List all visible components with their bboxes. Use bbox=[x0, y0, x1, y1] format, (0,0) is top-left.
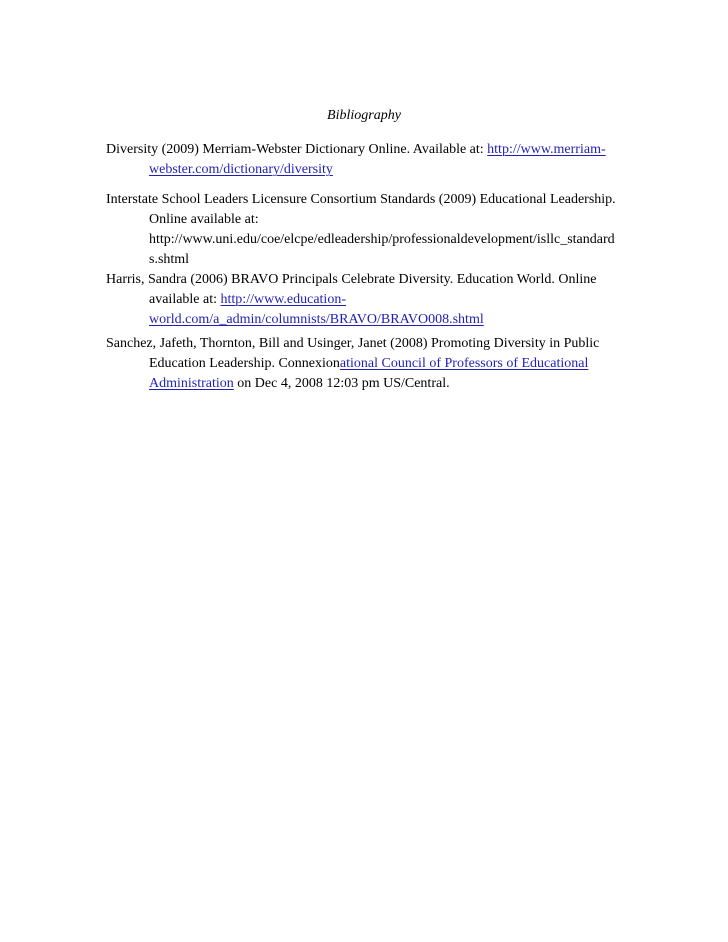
entry-line bbox=[106, 290, 620, 310]
entry-line: Online available at: bbox=[149, 212, 259, 227]
bibliography-entry bbox=[106, 190, 620, 270]
entry-line bbox=[106, 310, 620, 330]
reference-link[interactable]: webster.com/dictionary/diversity bbox=[149, 162, 333, 177]
entry-text: available at: bbox=[149, 292, 221, 307]
bibliography-entry bbox=[106, 270, 620, 330]
bibliography-entry bbox=[106, 140, 620, 180]
entry-line bbox=[106, 374, 620, 394]
reference-link[interactable]: ational Council of Professors of Educational bbox=[339, 356, 589, 371]
reference-link[interactable]: http://www.merriam- bbox=[487, 142, 606, 157]
entry-line bbox=[106, 160, 620, 180]
entry-text: Diversity (2009) Merriam-Webster Dictionary Online. Available at: bbox=[106, 142, 488, 157]
reference-link[interactable]: http://www.education- bbox=[220, 292, 346, 307]
entry-text: on Dec 4, 2008 12:03 pm US/Central. bbox=[233, 376, 450, 391]
entry-line: Harris, Sandra (2006) BRAVO Principals Celebrate Diversity. Education World. Online bbox=[106, 272, 597, 287]
entry-line: s.shtml bbox=[149, 252, 190, 267]
entry-text: Education Leadership. Connexion bbox=[149, 356, 340, 371]
entry-line bbox=[106, 354, 620, 374]
entry-line: Sanchez, Jafeth, Thornton, Bill and Usinger, Janet (2008) Promoting Diversity in Public bbox=[106, 336, 600, 351]
page-title: Bibliography bbox=[327, 108, 401, 123]
entry-line: http://www.uni.edu/coe/elcpe/edleadership/professionaldevelopment/isllc_standard bbox=[149, 232, 615, 247]
entry-line bbox=[106, 140, 620, 160]
reference-link[interactable]: Administration bbox=[149, 376, 234, 391]
reference-link[interactable]: world.com/a_admin/columnists/BRAVO/BRAVO008.shtml bbox=[149, 312, 484, 327]
entry-line: Interstate School Leaders Licensure Consortium Standards (2009) Educational Leadership. bbox=[106, 192, 616, 207]
bibliography-entry bbox=[106, 334, 620, 394]
